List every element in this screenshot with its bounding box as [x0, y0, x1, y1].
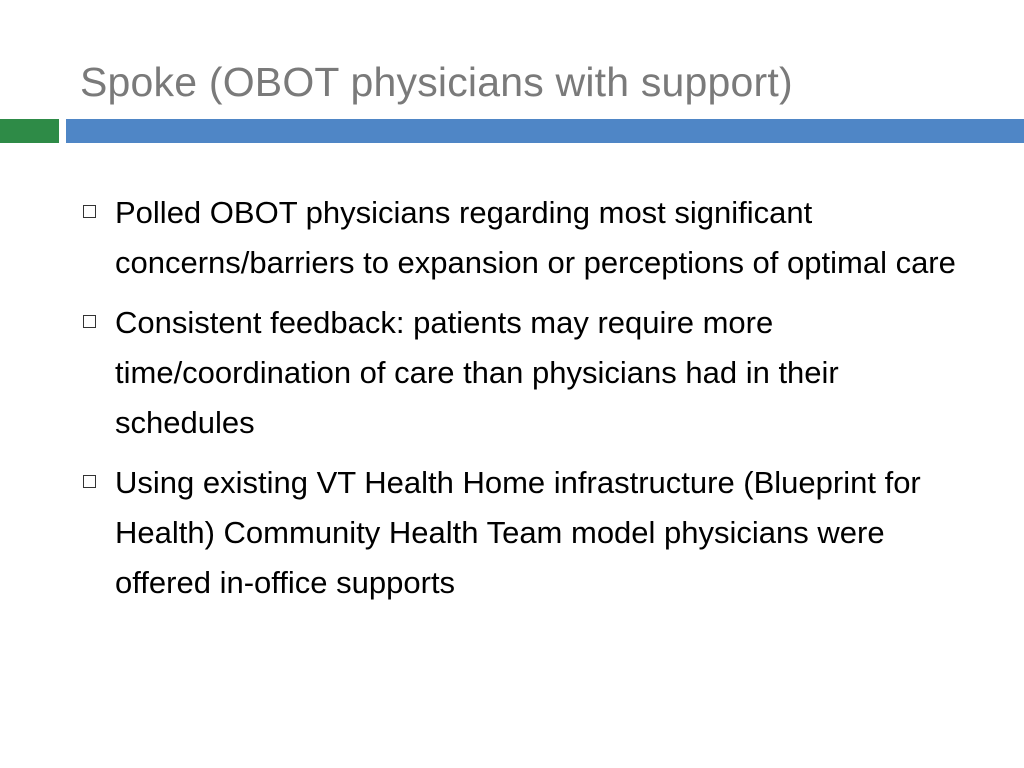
- bullet-item: [80, 298, 960, 448]
- bullet-text: Using existing VT Health Home infrastructure (Blueprint for Health) Community Health Team model physicians were offered in-office supports: [115, 465, 921, 600]
- title-accent-bar-green: [0, 119, 59, 143]
- hollow-square-bullet-icon: [83, 475, 96, 488]
- hollow-square-bullet-icon: [83, 205, 96, 218]
- bullet-list: [80, 188, 960, 618]
- hollow-square-bullet-icon: [83, 315, 96, 328]
- bullet-text: Consistent feedback: patients may require more time/coordination of care than physicians had in their schedules: [115, 305, 839, 440]
- bullet-text: Polled OBOT physicians regarding most significant concerns/barriers to expansion or perceptions of optimal care: [115, 195, 956, 280]
- bullet-item: [80, 458, 960, 608]
- title-accent-bar-blue: [66, 119, 1024, 143]
- slide-title: Spoke (OBOT physicians with support): [80, 59, 793, 105]
- bullet-item: [80, 188, 960, 288]
